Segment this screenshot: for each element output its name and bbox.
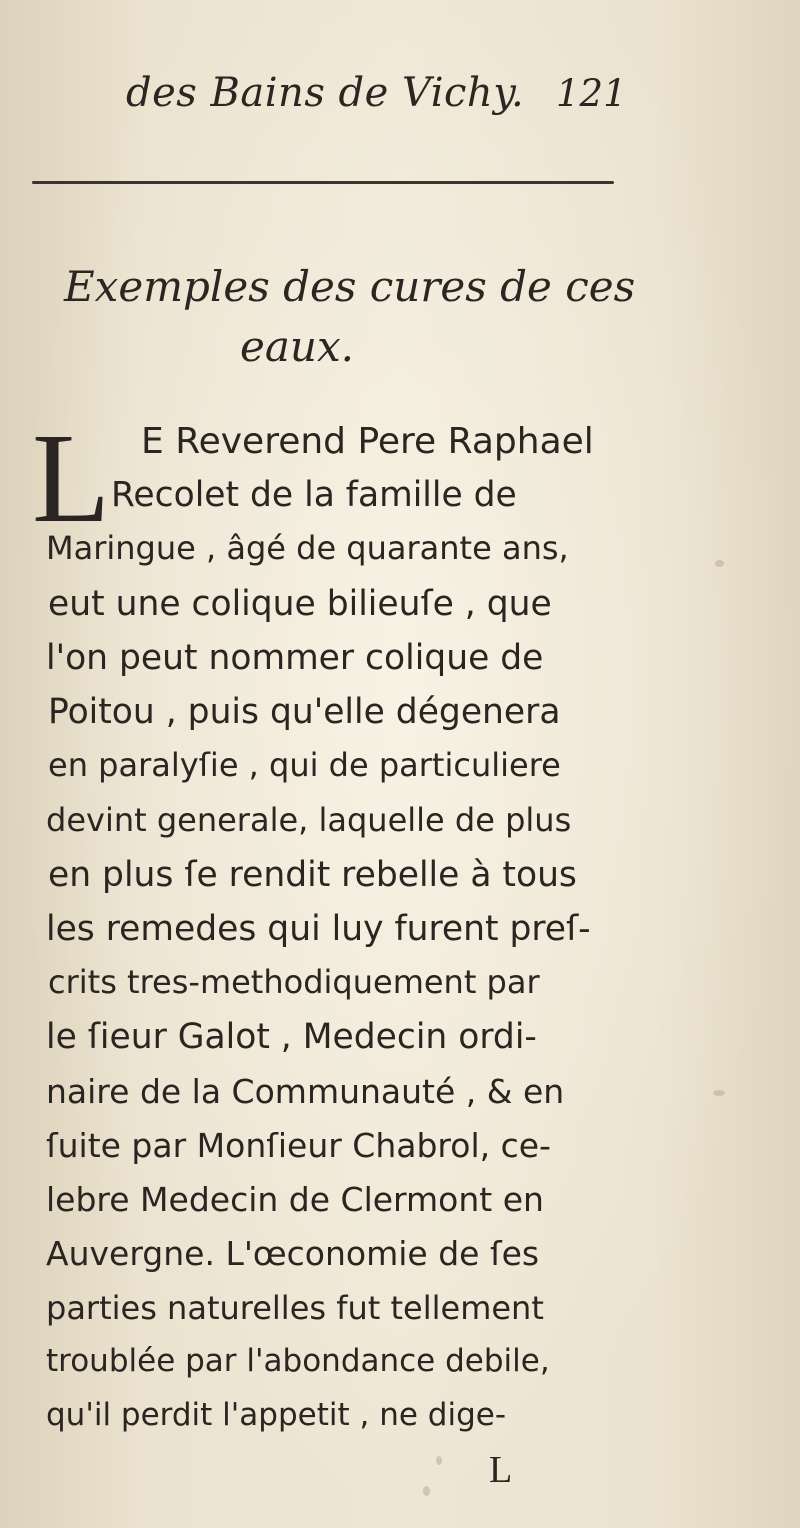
paper-speck (423, 1486, 430, 1496)
page-number: 121 (556, 72, 627, 115)
catchword: L (489, 1449, 513, 1491)
text-line: parties naturelles fut tellement (46, 1289, 544, 1327)
running-head: des Bains de Vichy. (126, 70, 525, 116)
text-line: devint generale, laquelle de plus (46, 801, 572, 839)
text-line: crits tres-methodiquement par (48, 963, 540, 1001)
paper-speck (715, 560, 724, 567)
section-title-line-1: Exemples des cures de ces (64, 262, 636, 311)
text-line: eut une colique bilieuſe , que (48, 584, 552, 624)
text-line: Recolet de la famille de (111, 475, 517, 515)
text-line: troublée par l'abondance debile, (46, 1343, 550, 1379)
text-line: Auvergne. L'œconomie de ſes (46, 1234, 540, 1273)
text-line: ſuite par Monſieur Chabrol, ce- (46, 1126, 551, 1165)
text-line: naire de la Communauté , & en (46, 1072, 565, 1111)
text-line: les remedes qui luy furent preſ- (46, 909, 591, 949)
paper-speck (713, 1090, 725, 1096)
text-line: en plus ſe rendit rebelle à tous (48, 855, 577, 895)
text-line: le ſieur Galot , Medecin ordi- (46, 1017, 537, 1057)
header-rule (32, 181, 614, 184)
text-line: Maringue , âgé de quarante ans, (46, 529, 569, 567)
drop-cap: L (32, 407, 111, 549)
text-line: en paralyſie , qui de particuliere (48, 746, 561, 784)
paper-speck (436, 1456, 442, 1465)
text-line: qu'il perdit l'appetit , ne dige- (46, 1397, 507, 1433)
section-title-line-2: eaux. (240, 322, 354, 371)
text-line: l'on peut nommer colique de (46, 638, 544, 678)
text-line: lebre Medecin de Clermont en (46, 1180, 544, 1219)
text-line: E Reverend Pere Raphael (141, 421, 594, 462)
text-line: Poitou , puis qu'elle dégenera (48, 692, 561, 732)
